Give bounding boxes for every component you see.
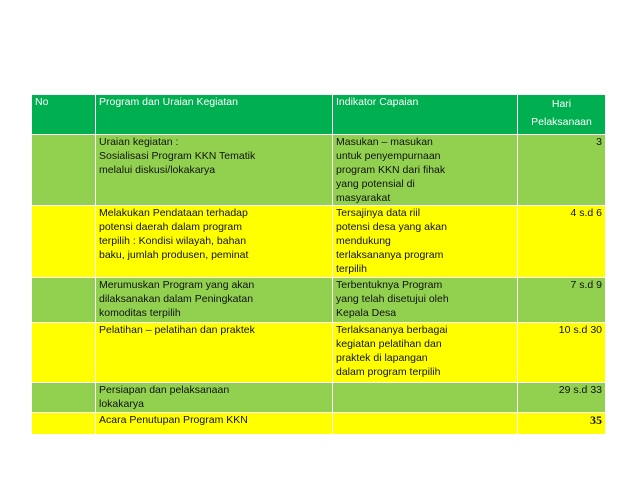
program-line: Sosialisasi Program KKN Tematik	[99, 150, 256, 162]
program-line: Melakukan Pendataan terhadap	[99, 207, 248, 219]
cell-hari: 29 s.d 33	[518, 383, 606, 413]
cell-no	[32, 383, 96, 413]
program-line: Uraian kegiatan :	[99, 136, 179, 148]
indikator-line: mendukung	[336, 235, 391, 247]
table-row	[32, 206, 606, 278]
indikator-line: Kepala Desa	[336, 307, 397, 319]
cell-indikator	[333, 278, 518, 323]
cell-hari: 10 s.d 30	[518, 323, 606, 383]
program-line: Merumuskan Program yang akan	[99, 279, 255, 291]
program-line: Acara Penutupan Program KKN	[99, 414, 248, 426]
indikator-line: Terbentuknya Program	[336, 279, 443, 291]
table-header-row	[32, 95, 606, 135]
indikator-line: Terlaksananya berbagai	[336, 324, 448, 336]
indikator-line: praktek di lapangan	[336, 352, 428, 364]
indikator-line: Tersajinya data riil	[336, 207, 421, 219]
cell-indikator	[333, 383, 518, 413]
cell-indikator	[333, 323, 518, 383]
cell-program	[96, 278, 333, 323]
indikator-line: terpilih	[336, 263, 367, 275]
indikator-line: masyarakat	[336, 192, 391, 204]
indikator-line: yang potensial di	[336, 178, 415, 190]
indikator-line: kegiatan pelatihan dan	[336, 338, 442, 350]
program-line: komoditas terpilih	[99, 307, 181, 319]
cell-no	[32, 413, 96, 435]
program-line: lokakarya	[99, 398, 144, 410]
table-row	[32, 278, 606, 323]
indikator-line: untuk penyempurnaan	[336, 150, 441, 162]
cell-program	[96, 323, 333, 383]
table-row	[32, 413, 606, 435]
header-program: Program dan Uraian Kegiatan	[96, 95, 333, 135]
cell-hari: 35	[518, 413, 606, 435]
cell-indikator	[333, 206, 518, 278]
cell-hari: 7 s.d 9	[518, 278, 606, 323]
cell-no	[32, 206, 96, 278]
indikator-line: yang telah disetujui oleh	[336, 293, 449, 305]
cell-program	[96, 206, 333, 278]
header-hari-line1: Hari	[551, 98, 572, 110]
indikator-line: Masukan – masukan	[336, 136, 433, 148]
table-row	[32, 383, 606, 413]
program-line: melalui diskusi/lokakarya	[99, 164, 216, 176]
indikator-line: dalam program terpilih	[336, 366, 441, 378]
cell-no	[32, 135, 96, 206]
program-line: Persiapan dan pelaksanaan	[99, 384, 230, 396]
cell-program	[96, 413, 333, 435]
program-line: dilaksanakan dalam Peningkatan	[99, 293, 254, 305]
cell-hari: 3	[518, 135, 606, 206]
program-line: potensi daerah dalam program	[99, 221, 243, 233]
indikator-line: program KKN dari fihak	[336, 164, 446, 176]
program-line: Pelatihan – pelatihan dan praktek	[99, 324, 255, 336]
indikator-line: terlaksananya program	[336, 249, 444, 261]
table-row	[32, 323, 606, 383]
cell-no	[32, 323, 96, 383]
header-hari	[518, 95, 606, 135]
program-line: terpilih : Kondisi wilayah, bahan	[99, 235, 247, 247]
cell-program	[96, 383, 333, 413]
cell-program	[96, 135, 333, 206]
header-indikator: Indikator Capaian	[333, 95, 518, 135]
program-line: baku, jumlah produsen, peminat	[99, 249, 249, 261]
cell-indikator	[333, 413, 518, 435]
header-no: No	[32, 95, 96, 135]
table-row	[32, 135, 606, 206]
cell-no	[32, 278, 96, 323]
header-hari-line2: Pelaksanaan	[531, 116, 592, 128]
kkn-program-table	[31, 94, 606, 435]
cell-hari: 4 s.d 6	[518, 206, 606, 278]
cell-indikator	[333, 135, 518, 206]
indikator-line: potensi desa yang akan	[336, 221, 447, 233]
